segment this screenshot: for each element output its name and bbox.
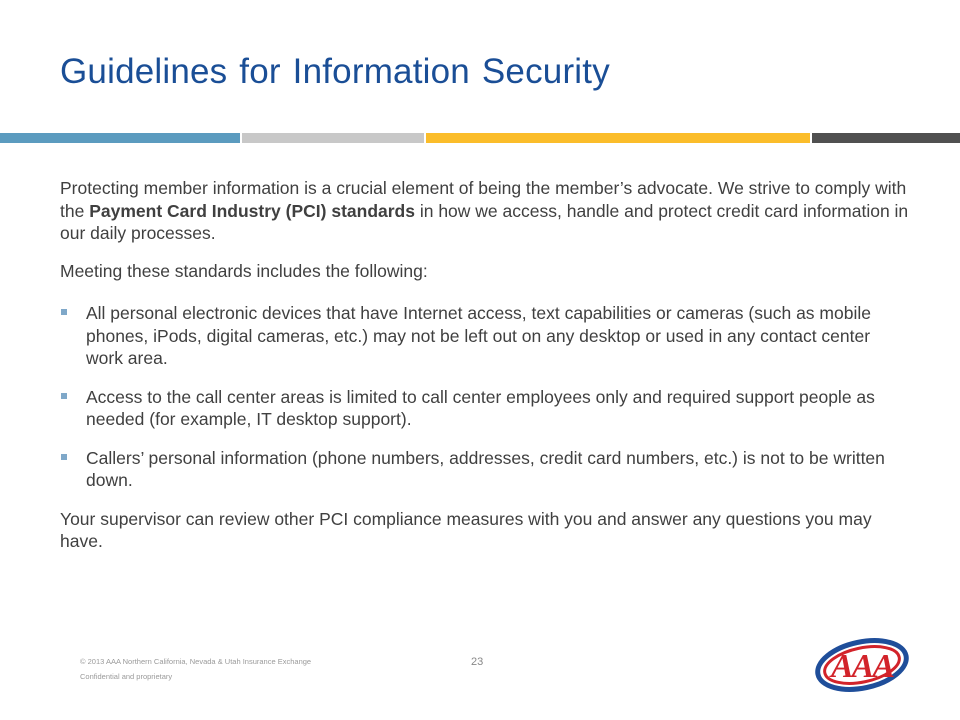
slide-body (60, 177, 910, 553)
color-bar-segment-yellow (426, 133, 810, 143)
list-item-text: Access to the call center areas is limited to call center employees only and required support people as needed (for example, IT desktop support). (86, 386, 875, 429)
list-item (60, 447, 910, 492)
closing-paragraph: Your supervisor can review other PCI compliance measures with you and answer any questions you may have. (60, 508, 872, 551)
list-item-text: Callers’ personal information (phone numbers, addresses, credit card numbers, etc.) is not to be written down. (86, 447, 885, 490)
lead-in-text: Meeting these standards includes the following: (60, 260, 428, 281)
list-item-text: All personal electronic devices that have Internet access, text capabilities or cameras (such as mobile phones, iPods, digital cameras, etc.) may not be left out on any desktop or used in any contact center work area. (86, 303, 871, 368)
intro-text-start: Protecting member information is a crucial element of being the member’s advocate. We strive to comply with the (60, 178, 907, 221)
square-bullet-icon (61, 309, 67, 315)
intro-text-end: in how we access, handle and protect credit card information in our daily processes. (60, 200, 909, 243)
slide-title: Guidelines for Information Security (60, 52, 610, 91)
color-bar-segment-dark (812, 133, 960, 143)
confidential-text: Confidential and proprietary (80, 672, 173, 681)
color-bar (0, 133, 960, 143)
svg-text:AAA: AAA (830, 648, 894, 685)
pci-standards-emphasis: Payment Card Industry (PCI) standards (89, 200, 415, 221)
color-bar-segment-gray (242, 133, 424, 143)
footer-note (80, 654, 311, 684)
intro-paragraph (60, 177, 910, 245)
list-item (60, 302, 910, 370)
square-bullet-icon (61, 454, 67, 460)
requirements-list (60, 302, 910, 492)
page-number: 23 (471, 656, 484, 668)
aaa-logo (812, 634, 918, 696)
list-item (60, 386, 910, 431)
color-bar-segment-blue (0, 133, 240, 143)
square-bullet-icon (61, 393, 67, 399)
copyright-text: © 2013 AAA Northern California, Nevada & Utah Insurance Exchange (80, 657, 312, 666)
